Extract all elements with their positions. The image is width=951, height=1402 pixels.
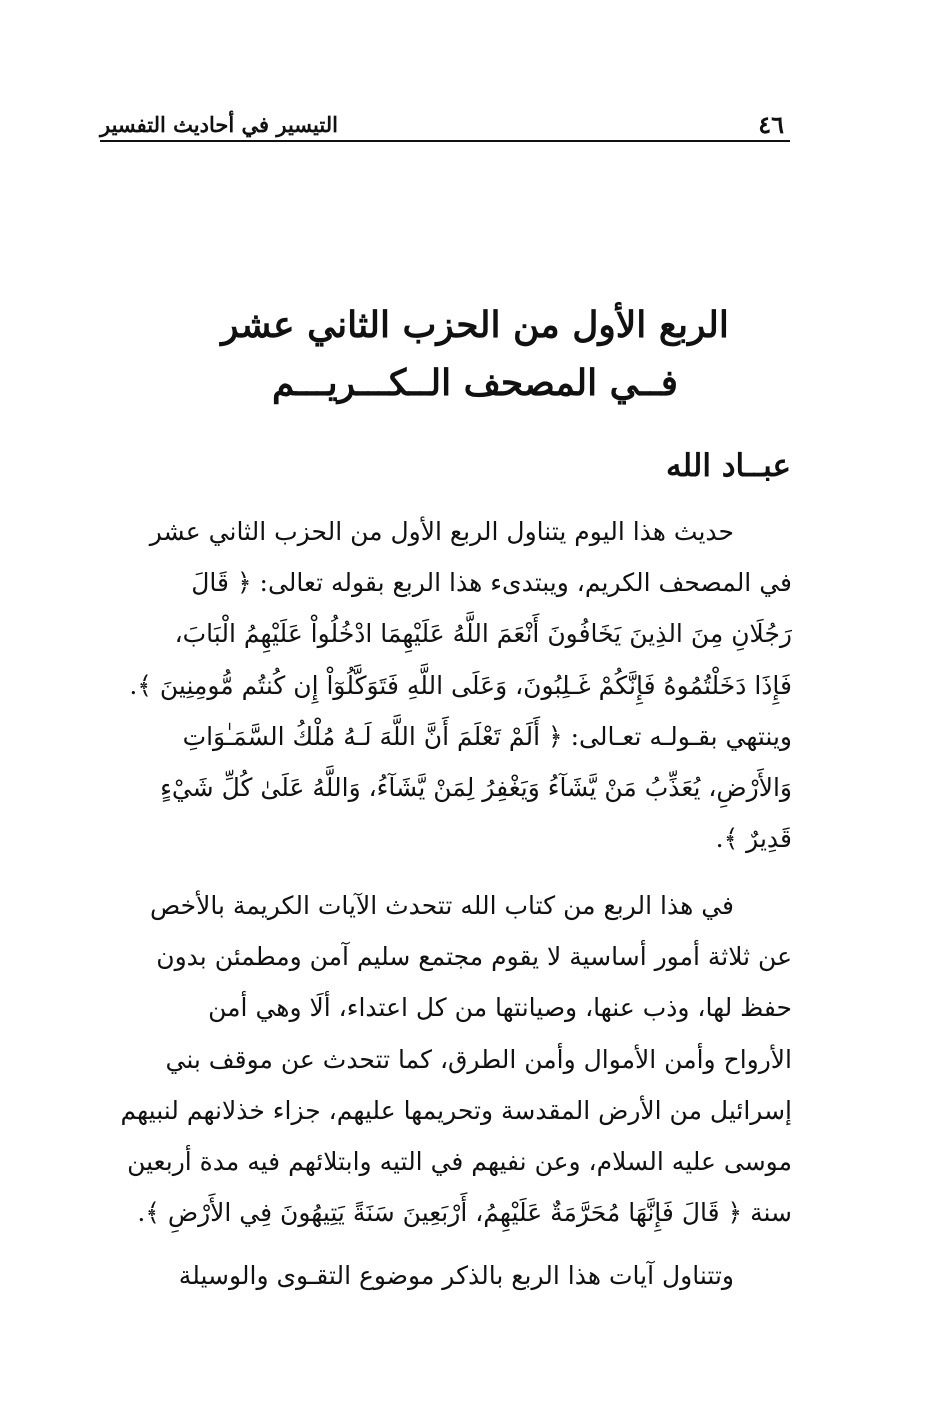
text-line: حديث هذا اليوم يتناول الربع الأول من الحزب الثاني عشر (149, 517, 734, 546)
chapter-title (150, 296, 800, 412)
text-line: فَإِذَا دَخَلْتُمُوهُ فَإِنَّكُمْ غَـلِبُونَ، وَعَلَى اللَّهِ فَتَوَكَّلُوٓاْ إِن كُنتُم مُّومِنِينَ ﴾. (129, 670, 792, 700)
text-line: إسرائيل من الأرض المقدسة وتحريمها عليهم، جزاء خذلانهم لنبيهم (120, 1095, 792, 1125)
chapter-title-line-1: الربع الأول من الحزب الثاني عشر (221, 304, 729, 346)
page-number: ٤٦ (758, 110, 784, 139)
paragraph-intro (104, 506, 792, 864)
text-line: وَالأَرْضِ، يُعَذِّبُ مَنْ يَّشَآءُ وَيَغْفِرُ لِمَنْ يَّشَآءُ، وَاللَّهُ عَلَىٰ كُلِّ شَيْءٍ (160, 772, 792, 802)
running-header (100, 108, 790, 142)
chapter-title-line-2: فــي المصحف الــكـــريـــم (272, 362, 678, 404)
text-line: رَجُلَانِ مِنَ الذِينَ يَخَافُونَ أَنْعَمَ اللَّهُ عَلَيْهِمَا ادْخُلُواْ عَلَيْهِمُ الْبَابَ، (174, 619, 792, 649)
text-line: في المصحف الكريم، ويبتدىء هذا الربع بقوله تعالى: ﴿ قَالَ (191, 568, 792, 598)
text-line: عن ثلاثة أمور أساسية لا يقوم مجتمع سليم آمن ومطمئن بدون (156, 942, 792, 972)
text-line: في هذا الربع من كتاب الله تتحدث الآيات الكريمة بالأخص (150, 891, 734, 920)
book-title: التيسير في أحاديث التفسير (100, 112, 338, 137)
text-line: وتتناول آيات هذا الربع بالذكر موضوع التقـوى والوسيلة (178, 1261, 734, 1290)
text-line: سنة ﴿ قَالَ فَإِنَّهَا مُحَرَّمَةٌ عَلَيْهِمُ، أَرْبَعِينَ سَنَةً يَتِيهُونَ فِي الأَرْضِ ﴾. (137, 1198, 792, 1228)
text-line: موسى عليه السلام، وعن نفيهم في التيه وابتلائهم فيه مدة أربعين (127, 1146, 792, 1176)
section-heading: عبــاد الله (666, 448, 791, 484)
paragraph-taqwa (104, 1250, 792, 1301)
text-line: وينتهي بقـولـه تعـالى: ﴿ أَلَمْ تَعْلَمَ أَنَّ اللَّهَ لَـهُ مُلْكُ السَّمَـٰوَاتِ (182, 721, 792, 751)
text-line: قَدِيرٌ ﴾. (715, 824, 792, 854)
paragraph-themes (104, 880, 792, 1238)
text-line: الأرواح وأمن الأموال وأمن الطرق، كما تتحدث عن موقف بني (165, 1044, 792, 1074)
text-line: حفظ لها، وذب عنها، وصيانتها من كل اعتداء، ألَا وهي أمن (208, 993, 792, 1023)
